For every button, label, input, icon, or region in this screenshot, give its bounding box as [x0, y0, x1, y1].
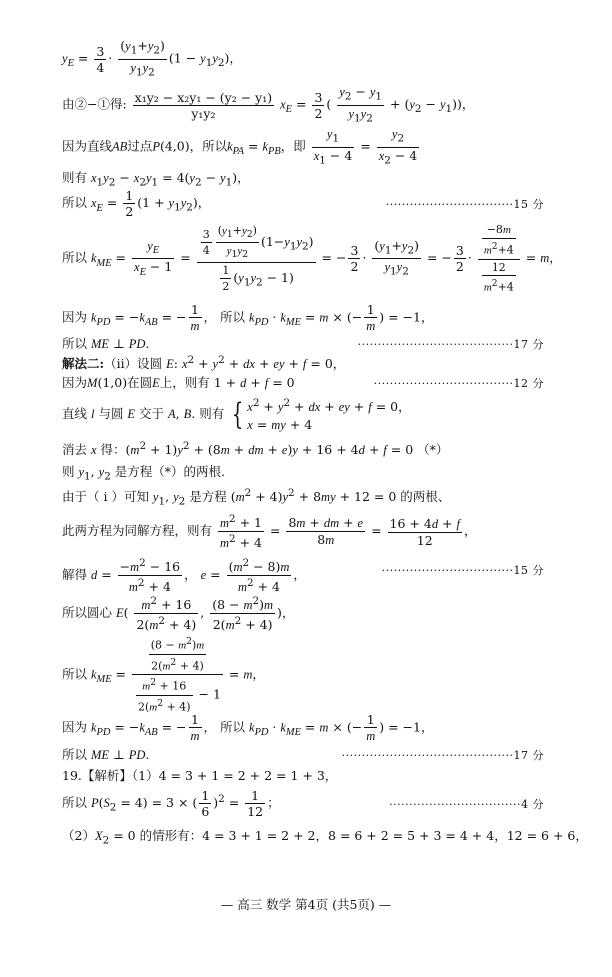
eq-center-E: 所以圆心 E( $\frac{m^2 + 16}{2(m^2 + 4)}$ , $\frac{(8 - m^2)m}{2(m^2 + 4)}$ )， [62, 595, 295, 633]
eq-relation: 则有 $x_1y_2 - x_2y_1 = 4(y_2 - y_1)$， [62, 170, 250, 189]
q19-part2: $(2)X_2 = 0$ 的情形有：4 = 3 + 1 = 2 + 2，8 = 6 + 2 = 5 + 3 = 4 + 4，12 = 6 + 6， [62, 828, 588, 847]
eq-probability-S2: 所以 $P(S_2 = 4) = 3$ × ( $\frac{1}{6}$ )$^2$ = $\frac{1}{12}$ ； [62, 788, 280, 819]
eq-system: 直线 l 与圆 E 交于 A, B. 则有 { $x^2 + y^2$ + dx + ey + f = 0， x = my + 4 [62, 396, 411, 433]
eq-same-solution: 此两方程为同解方程，则有 $\frac{m^2 + 1}{m^2 + 4}$ = $\frac{8m + dm + e}{8m}$ = $\frac{16 + 4d + f}{12}$ ， [62, 513, 477, 551]
method-two-heading: 解法二:（ii）设圆 E: $x^2 + y^2$ + dx + ey + f = 0， [62, 354, 346, 372]
conclusion-perpendicular-b: 所以 ME ⊥ PD. [62, 747, 150, 762]
eq-kME: 所以 $k_{ME}$ = $\frac{y_E}{x_E - 1}$ = $\frac{3}{4}$ $\frac{(y_1+y_2)}{y_1y_2}$ $(1-y_1y_2)$ $\frac{1}{2}$ $(y_1y_2 - 1)$ = − $\frac{3}{2}$ · $\frac{(y_1+y_2)}{y_1y_2}$ = − $\frac{3}{2}$ · $\frac{\frac{-8m}{m^2+4}}{\frac{12}{m^2+4}}$ = m， [62, 223, 562, 294]
eq-eliminate-x: 消去 x 得：$(m^2 + 1)y^2 + (8m$ + dm + e)y + 16 + 4d + f = 0 （*） [62, 440, 449, 458]
eq-kME-method-two: 所以 $k_{ME}$ = $\frac{(8 - m^2)m}{2(m^2 + 4)}$ $\frac{m^2 + 16}{2(m^2 + 4)}$ − 1 = m， [62, 636, 265, 714]
score-15-a: ································15 分 [385, 198, 544, 211]
eq-solve-d-e: 解得 d = $\frac{-m^2 - 16}{m^2 + 4}$ ， e = $\frac{(m^2 - 8)m}{m^2 + 4}$ ， [62, 557, 306, 595]
eq-slope-equal: 因为直线AB过点P(4,0)，所以$k_{PA} = k_{PB}$，即 $\frac{y_1}{x_1 - 4}$ = $\frac{y_2}{x_2 - 4}$ [62, 127, 418, 166]
eq-xE-derivation: 由②−①得: $\frac{\text{x₁y₂ − x₂y₁ − (y₂ − y₁)}}{\text{y₁y₂}}$ $x_E$ = $\frac{3}{2}$ ( $\frac{y_2 - y_1}{y_1y_2}$ + $(y_2 - y_1)$)， [62, 84, 475, 124]
eq-circle-point: 因为M(1,0)在圆E上，则有 1 + d + f = 0 [62, 375, 295, 390]
eq-yE: $y_E$ = $\frac{3}{4}$ · $\frac{(y_1+y_2)}{y_1y_2}$ $(1 - y_1y_2)$， [62, 38, 242, 78]
page-footer: — 高三 数学 第4页 (共5页) — [220, 897, 392, 912]
eq-original-quadratic: 由于（ i ）可知 $y_1$, $y_2$ 是方程 $(m^2 + 4)y^2 + 8my + 12 = 0$ 的两根、 [62, 487, 451, 508]
eq-product-slopes-a: 因为 $k_{PD} = -k_{AB}$ = − $\frac{1}{m}$ ， 所以 $k_{PD} \cdot k_{ME} = m$ × (− $\frac{1}{m}$ ) = −1， [62, 302, 434, 333]
conclusion-perpendicular-a: 所以 ME ⊥ PD. [62, 336, 150, 351]
score-4: ·································4 分 [389, 798, 544, 811]
eq-product-slopes-b: 因为 $k_{PD} = -k_{AB}$ = − $\frac{1}{m}$ ， 所以 $k_{PD} \cdot k_{ME} = m$ × (− $\frac{1}{m}$ ) = −1， [62, 712, 434, 743]
eq-xE: 所以 $x_E$ = $\frac{1}{2}$ $(1 + y_1y_2)$， [62, 188, 211, 219]
score-17-b: ···········································17 分 [341, 749, 544, 762]
score-15-b: ·································15 分 [381, 564, 544, 577]
q19-part1: 19.【解析】（1）4 = 3 + 1 = 2 + 2 = 1 + 3， [62, 768, 338, 783]
score-12: ···································12 分 [373, 377, 544, 390]
roots-statement: 则 $y_1$, $y_2$ 是方程（*）的两根. [62, 464, 226, 483]
score-17-a: ·······································17 分 [357, 338, 544, 351]
